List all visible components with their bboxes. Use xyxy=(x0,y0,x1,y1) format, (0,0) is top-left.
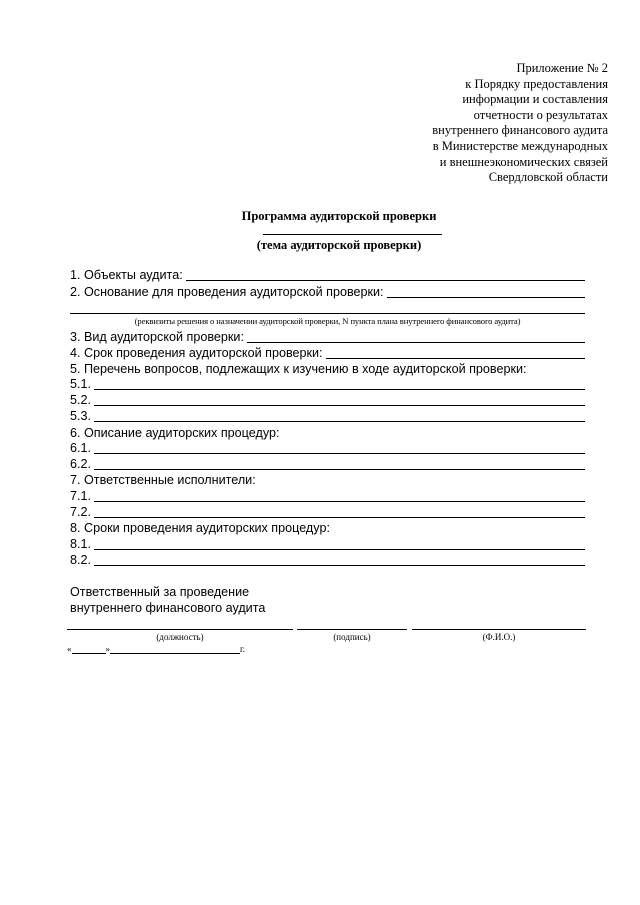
field-label: 4. Срок проведения аудиторской проверки: xyxy=(70,346,323,360)
appendix-header xyxy=(432,61,608,186)
field-label: 7.2. xyxy=(70,505,92,519)
appendix-line: отчетности о результатах xyxy=(473,107,608,122)
appendix-line: к Порядку предоставления xyxy=(465,76,608,91)
field-label: 8.1. xyxy=(70,537,92,551)
position-signature-line[interactable] xyxy=(67,629,293,630)
appendix-line: в Министерстве международных xyxy=(432,138,608,153)
field-label: 5. Перечень вопросов, подлежащих к изучению в ходе аудиторской проверки: xyxy=(70,362,527,376)
date-month-year-blank[interactable] xyxy=(110,645,240,654)
date-year-suffix: г. xyxy=(240,644,245,654)
field-question-5-2[interactable] xyxy=(70,393,585,408)
field-label: 6.1. xyxy=(70,441,92,455)
responsible-line-1: Ответственный за проведение xyxy=(70,585,250,599)
date-line[interactable] xyxy=(67,644,245,654)
appendix-line: внутреннего финансового аудита xyxy=(432,123,608,138)
field-label: 5.2. xyxy=(70,393,92,407)
field-label: 1. Объекты аудита: xyxy=(70,268,183,282)
document-title: Программа аудиторской проверки xyxy=(241,209,437,223)
fill-line[interactable] xyxy=(94,565,585,566)
field-label: 2. Основание для проведения аудиторской проверки: xyxy=(70,285,384,299)
field-procedure-terms-heading xyxy=(70,521,585,536)
field-label: 8. Сроки проведения аудиторских процедур: xyxy=(70,521,330,535)
field-label: 7.1. xyxy=(70,489,92,503)
fill-line[interactable] xyxy=(186,280,585,281)
appendix-line: Приложение № 2 xyxy=(516,61,608,75)
fill-line[interactable] xyxy=(94,405,585,406)
fill-line[interactable] xyxy=(247,342,585,343)
topic-caption: (тема аудиторской проверки) xyxy=(256,238,422,252)
field-audit-type[interactable] xyxy=(70,330,585,345)
appendix-line: информации и составления xyxy=(462,92,608,107)
appendix-line: и внешнеэкономических связей xyxy=(439,154,608,169)
name-signature-line[interactable] xyxy=(412,629,586,630)
field-label: 5.1. xyxy=(70,377,92,391)
field-audit-basis[interactable] xyxy=(70,285,585,300)
field-procedure-6-1[interactable] xyxy=(70,441,585,456)
date-open-quote: « xyxy=(67,644,72,654)
fill-line[interactable] xyxy=(94,421,585,422)
field-label: 5.3. xyxy=(70,409,92,423)
field-term-8-2[interactable] xyxy=(70,553,585,568)
field-questions-heading xyxy=(70,362,585,377)
fill-line[interactable] xyxy=(94,389,585,390)
field-executors-heading xyxy=(70,473,585,488)
appendix-line: Свердловской области xyxy=(488,170,608,185)
field-label: 6. Описание аудиторских процедур: xyxy=(70,426,280,440)
requisites-caption: (реквизиты решения о назначении аудиторской проверки, N пункта плана внутреннего финансового аудита) xyxy=(134,316,521,326)
responsible-line-2: внутреннего финансового аудита xyxy=(70,601,266,615)
signature-caption: (подпись) xyxy=(333,632,371,642)
name-caption: (Ф.И.О.) xyxy=(482,632,516,642)
field-procedure-6-2[interactable] xyxy=(70,457,585,472)
fill-line[interactable] xyxy=(326,358,585,359)
audit-basis-second-line[interactable] xyxy=(70,313,585,314)
fill-line[interactable] xyxy=(94,453,585,454)
field-label: 8.2. xyxy=(70,553,92,567)
field-audit-objects[interactable] xyxy=(70,268,585,283)
field-executor-7-2[interactable] xyxy=(70,505,585,520)
fill-line[interactable] xyxy=(94,469,585,470)
field-label: 7. Ответственные исполнители: xyxy=(70,473,256,487)
field-label: 6.2. xyxy=(70,457,92,471)
field-question-5-1[interactable] xyxy=(70,377,585,392)
topic-blank-line[interactable] xyxy=(263,234,442,235)
field-executor-7-1[interactable] xyxy=(70,489,585,504)
date-day-blank[interactable] xyxy=(72,645,106,654)
signature-line[interactable] xyxy=(297,629,407,630)
field-audit-period[interactable] xyxy=(70,346,585,361)
fill-line[interactable] xyxy=(94,517,585,518)
field-label: 3. Вид аудиторской проверки: xyxy=(70,330,244,344)
field-term-8-1[interactable] xyxy=(70,537,585,552)
fill-line[interactable] xyxy=(94,501,585,502)
responsible-block xyxy=(70,584,265,616)
field-procedures-heading xyxy=(70,426,585,441)
date-close-quote: » xyxy=(105,644,110,654)
field-question-5-3[interactable] xyxy=(70,409,585,424)
fill-line[interactable] xyxy=(94,549,585,550)
position-caption: (должность) xyxy=(156,632,204,642)
fill-line[interactable] xyxy=(387,297,585,298)
